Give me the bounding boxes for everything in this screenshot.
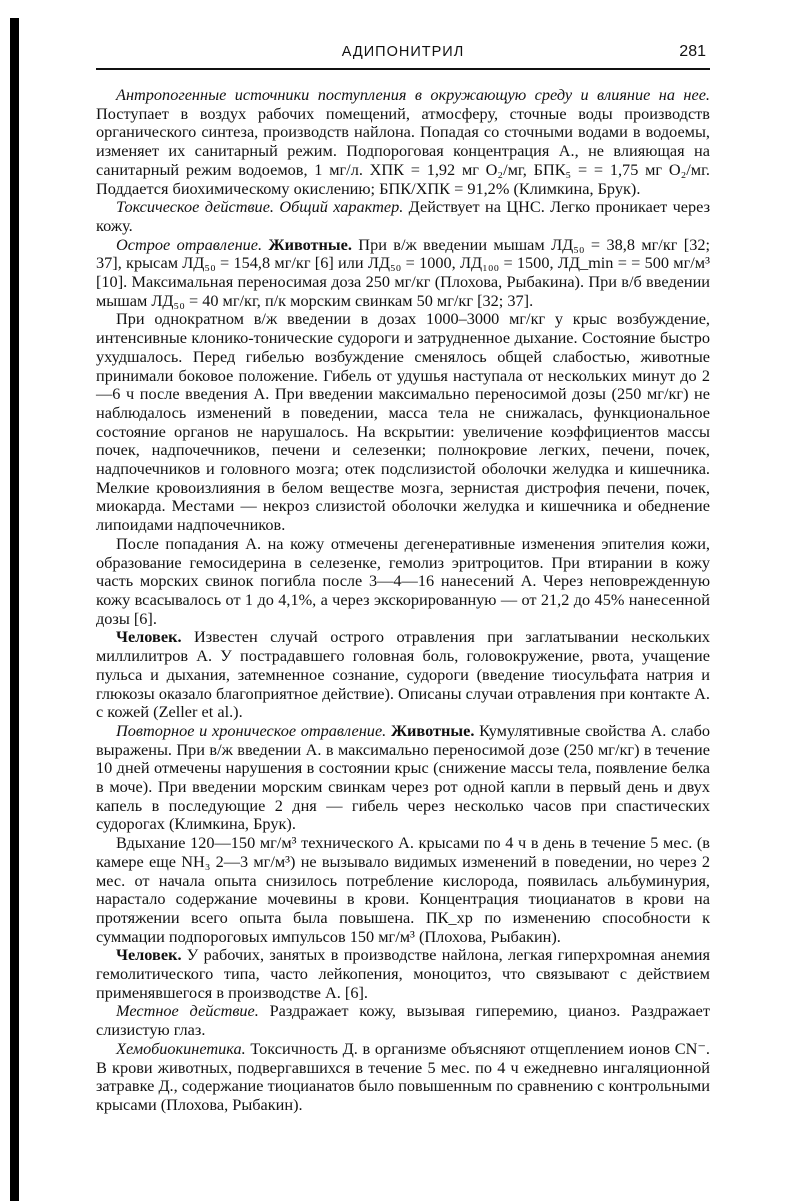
paragraph-anthropogenic-sources (96, 86, 710, 198)
page-number: 281 (679, 43, 706, 60)
header-rule (96, 68, 710, 70)
subheading: Токсическое действие. Общий характер. (116, 197, 404, 217)
paragraph-local-action (96, 1002, 710, 1039)
subject-label: Животные. (262, 234, 352, 254)
running-title: АДИПОНИТРИЛ (341, 44, 465, 60)
subject-label: Человек. (116, 945, 182, 965)
paragraph-text: У рабочих, занятых в производстве найлона, легкая гиперхромная анемия гемолитического типа, часто лейкопения, моноцитоз, что связывают с действием применявшегося в производстве А. [6]. (96, 945, 710, 1002)
paragraph-text: Действует на ЦНС. Легко проникает через кожу. (96, 197, 711, 235)
paragraph-chronic-poisoning (96, 722, 710, 834)
book-spine-edge (10, 18, 19, 1201)
paragraph-text: После попадания А. на кожу отмечены дегенеративные изменения эпителия кожи, образование гемосидерина в селезенке, гемолиз эритроцитов. При втирании в кожу часть морских свинок погибла после 3—4—16 нанесений А. Через неповрежденную кожу всасывалось от 1 до 4,1%, а через экскорированную — от 21,2 до 45% нанесенной дозы [6]. (96, 533, 710, 628)
paragraph-toxic-action (96, 198, 710, 235)
subheading: Острое отравление. (116, 234, 263, 254)
paragraph-text: Токсичность Д. в организме объясняют отщеплением ионов CN⁻. В крови животных, подвергавшихся в течение 5 мес. по 4 ч ежедневно ингаляционной затравке Д., содержание тиоцианатов было повышенным по сравнению с контрольными крысами (Плохова, Рыбакин). (96, 1038, 710, 1114)
paragraph-acute-poisoning (96, 236, 710, 311)
paragraph-human-chronic (96, 946, 710, 1002)
subject-label: Человек. (116, 627, 182, 647)
paragraph-chemobiokinetics (96, 1040, 710, 1115)
subject-label: Животные. (386, 720, 475, 740)
paragraph-text: Известен случай острого отравления при заглатывании нескольких миллилитров А. У пострадавшего головная боль, головокружение, рвота, учащение пульса и дыхания, затемненное сознание, судороги (введение тиосульфата натрия и глюкозы оказало благоприятное действие). Описаны случаи отравления при контакте А. с кожей (Zeller et al.). (96, 627, 710, 722)
paragraph-text: Поступает в воздух рабочих помещений, атмосферу, сточные воды производств органического синтеза, производств найлона. Попадая со сточными водами в водоемы, изменяет их санитарный режим. Подпороговая концентрация А., не влияющая на санитарный режим водоемов, 1 мг/л. ХПК = 1,92 мг O₂/мг, БПК₅ = = 1,75 мг O₂/мг. Поддается биохимическому окислению; БПК/ХПК = 91,2% (Климкина, Брук). (96, 103, 710, 198)
subheading: Повторное и хроническое отравление. (116, 720, 387, 740)
paragraph-text: При в/ж введении мышам ЛД₅₀ = 38,8 мг/кг [32; 37], крысам ЛД₅₀ = 154,8 мг/кг [6] или ЛД₅₀ = 1000, ЛД₁₀₀ = 1500, ЛД_min = = 500 мг/м³ [10]. Максимальная переносимая доза 250 мг/кг (Плохова, Рыбакина). При в/б введении мышам ЛД₅₀ = 40 мг/кг, п/к морским свинкам 50 мг/кг [32; 37]. (96, 234, 710, 310)
paragraph-single-dose (96, 310, 710, 534)
paragraph-text: Кумулятивные свойства А. слабо выражены. При в/ж введении А. в максимально переносимой дозе (250 мг/кг) в течение 10 дней отмечены нарушения в состоянии крыс (снижение массы тела, появление белка в моче). При введении морским свинкам через рот одной капли в первый день и двух капель в последующие 2 дня — гибель через несколько часов при спастических судорогах (Климкина, Брук). (96, 720, 711, 834)
paragraph-human-acute (96, 628, 710, 722)
paragraph-inhalation (96, 834, 710, 946)
paragraph-text: Раздражает кожу, вызывая гиперемию, цианоз. Раздражает слизистую глаз. (96, 1001, 711, 1040)
page-header (96, 42, 710, 66)
subheading: Местное действие. (116, 1001, 259, 1021)
paragraph-text: При однократном в/ж введении в дозах 1000–3000 мг/кг у крыс возбуждение, интенсивные клонико-тонические судороги и затрудненное дыхание. Состояние быстро ухудшалось. Перед гибелью возбуждение сменялось общей слабостью, животные принимали боковое положение. Гибель от удушья наступала от нескольких минут до 2—6 ч после введения А. При введении максимально переносимой дозы (250 мг/кг) не наблюдалось изменений в поведении, масса тела не снижалась, функциональное состояние органов не нарушалось. На вскрытии: увеличение коэффициентов массы почек, надпочечников, печени и селезенки; полнокровие легких, печени, почек, надпочечников и головного мозга; отек подслизистой оболочки желудка и кишечника. Мелкие кровоизлияния в белом веществе мозга, зернистая дистрофия печени, почек, миокарда. Местами — некроз слизистой оболочки желудка и кишечника и обеднение липоидами надпочечников. (96, 309, 710, 535)
subheading: Антропогенные источники поступления в окружающую среду и влияние на нее. (116, 85, 710, 104)
paragraph-skin-contact (96, 535, 710, 629)
subheading: Хемобиокинетика. (116, 1038, 246, 1058)
paragraph-text: Вдыхание 120—150 мг/м³ технического А. крысами по 4 ч в день в течение 5 мес. (в камере еще NH₃ 2—3 мг/м³) не вызывало видимых изменений в поведении, но через 2 мес. от начала опыта снизилось потребление кислорода, появилась альбуминурия, нарастало содержание мочевины в крови. Концентрация тиоцианатов в крови на протяжении всего опыта была повышена. ПК_хр по изменению способности к суммации подпороговых импульсов 150 мг/м³ (Плохова, Рыбакин). (96, 833, 710, 946)
article-body (96, 86, 710, 1115)
